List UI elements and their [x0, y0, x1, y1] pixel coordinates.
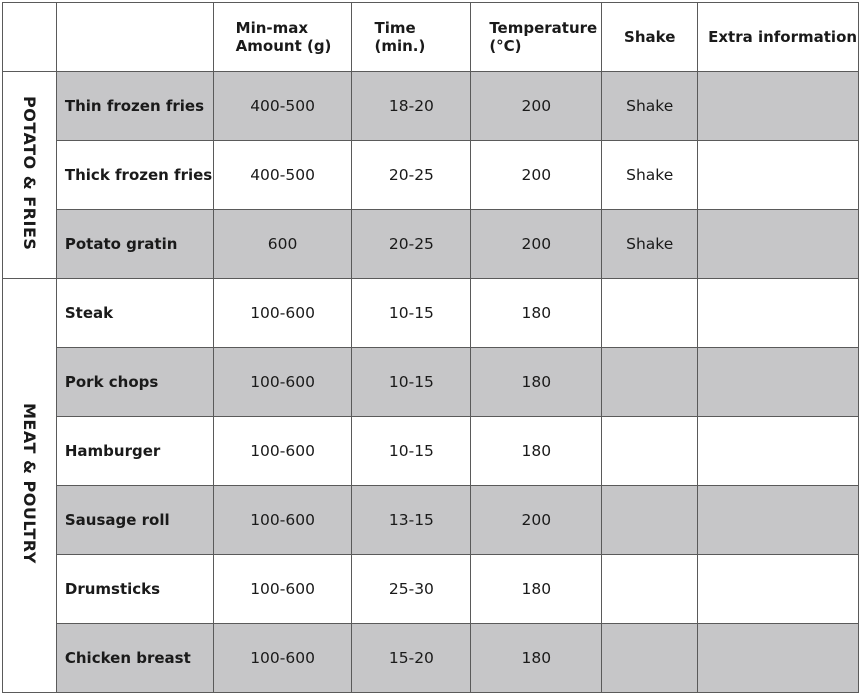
shake-cell — [602, 348, 698, 417]
time-cell: 10-15 — [352, 417, 471, 486]
shake-cell — [602, 486, 698, 555]
extra-cell — [698, 141, 859, 210]
food-name: Thin frozen fries — [56, 72, 213, 141]
shake-cell: Shake — [602, 72, 698, 141]
extra-cell — [698, 279, 859, 348]
shake-cell: Shake — [602, 210, 698, 279]
extra-cell — [698, 624, 859, 693]
temperature-cell: 180 — [471, 348, 602, 417]
time-cell: 20-25 — [352, 210, 471, 279]
temperature-cell: 180 — [471, 417, 602, 486]
food-name: Hamburger — [56, 417, 213, 486]
temperature-cell: 200 — [471, 486, 602, 555]
header-temperature-text: Temperature (°C) — [489, 19, 598, 55]
time-cell: 18-20 — [352, 72, 471, 141]
food-name: Potato gratin — [56, 210, 213, 279]
food-name: Drumsticks — [56, 555, 213, 624]
amount-cell: 100-600 — [213, 624, 352, 693]
header-time-text: Time (min.) — [374, 19, 426, 55]
extra-cell — [698, 555, 859, 624]
time-cell: 13-15 — [352, 486, 471, 555]
amount-cell: 400-500 — [213, 141, 352, 210]
category-label: MEAT & POULTRY — [19, 403, 39, 564]
time-cell: 10-15 — [352, 348, 471, 417]
header-amount-text: Min-max Amount (g) — [235, 19, 332, 55]
table-row — [3, 555, 859, 624]
temperature-cell: 180 — [471, 624, 602, 693]
table-row — [3, 417, 859, 486]
extra-cell — [698, 210, 859, 279]
time-cell: 10-15 — [352, 279, 471, 348]
food-name: Steak — [56, 279, 213, 348]
header-shake — [602, 3, 698, 72]
header-extra-info — [698, 3, 859, 72]
table-row — [3, 624, 859, 693]
category-label: POTATO & FRIES — [19, 95, 39, 251]
header-time — [352, 3, 471, 72]
table-row — [3, 141, 859, 210]
time-cell: 15-20 — [352, 624, 471, 693]
food-name: Sausage roll — [56, 486, 213, 555]
header-food-blank — [56, 3, 213, 72]
food-name: Chicken breast — [56, 624, 213, 693]
temperature-cell: 200 — [471, 72, 602, 141]
category-potato-fries — [3, 72, 57, 279]
extra-cell — [698, 72, 859, 141]
header-shake-text: Shake — [624, 28, 676, 46]
table-row — [3, 210, 859, 279]
amount-cell: 400-500 — [213, 72, 352, 141]
extra-cell — [698, 486, 859, 555]
header-row — [3, 3, 859, 72]
shake-cell — [602, 417, 698, 486]
temperature-cell: 200 — [471, 210, 602, 279]
table-row — [3, 348, 859, 417]
amount-cell: 600 — [213, 210, 352, 279]
table-row — [3, 279, 859, 348]
amount-cell: 100-600 — [213, 417, 352, 486]
cooking-table — [2, 2, 859, 693]
amount-cell: 100-600 — [213, 486, 352, 555]
header-extra-text: Extra information — [708, 28, 858, 46]
header-temperature — [471, 3, 602, 72]
food-name: Pork chops — [56, 348, 213, 417]
table-row — [3, 72, 859, 141]
amount-cell: 100-600 — [213, 348, 352, 417]
extra-cell — [698, 417, 859, 486]
shake-cell — [602, 624, 698, 693]
shake-cell: Shake — [602, 141, 698, 210]
table-row — [3, 486, 859, 555]
temperature-cell: 200 — [471, 141, 602, 210]
header-category-blank — [3, 3, 57, 72]
time-cell: 25-30 — [352, 555, 471, 624]
temperature-cell: 180 — [471, 279, 602, 348]
category-meat-poultry — [3, 279, 57, 693]
time-cell: 20-25 — [352, 141, 471, 210]
header-amount — [213, 3, 352, 72]
extra-cell — [698, 348, 859, 417]
amount-cell: 100-600 — [213, 279, 352, 348]
amount-cell: 100-600 — [213, 555, 352, 624]
food-name: Thick frozen fries — [56, 141, 213, 210]
temperature-cell: 180 — [471, 555, 602, 624]
shake-cell — [602, 279, 698, 348]
shake-cell — [602, 555, 698, 624]
